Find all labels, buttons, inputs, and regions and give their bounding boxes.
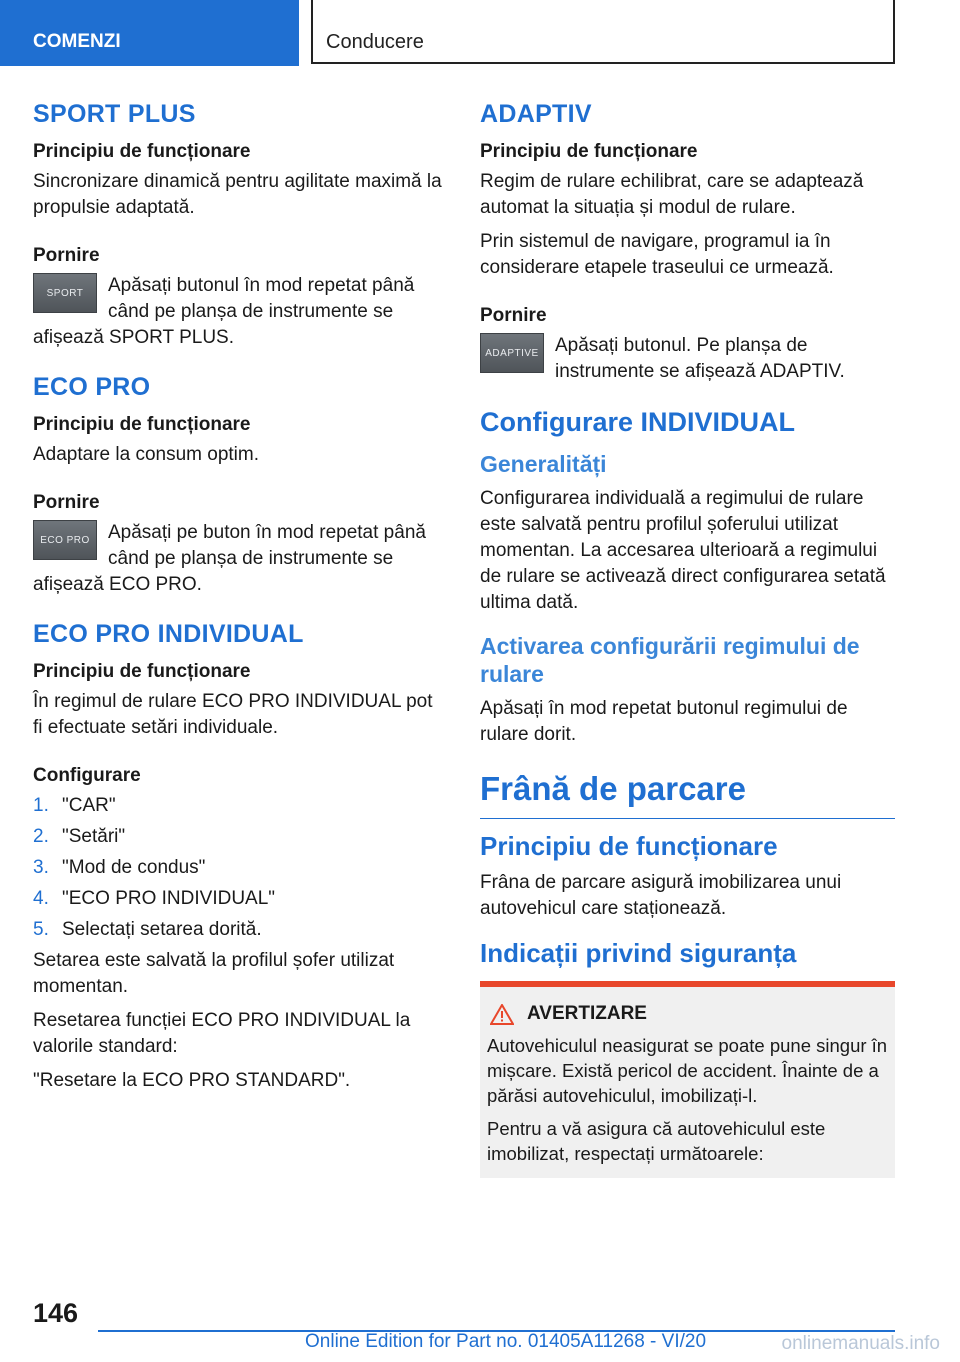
warning-text-2: Pentru a vă asigura că autovehiculul este imobilizat, respectați următoarele: <box>487 1118 826 1164</box>
parking-principle-text: Frâna de parcare asigură imobilizarea unui autovehicul care staționează. <box>480 872 842 919</box>
activate-heading: Activarea configurării regimului de rulare <box>480 633 860 687</box>
eco-pro-start-text: Apăsați pe buton în mod repetat până când pe planșa de instrumente se afișează ECO PRO. <box>33 522 426 595</box>
sport-plus-title: SPORT PLUS <box>33 100 196 128</box>
list-item: 2. "Setări" <box>33 826 126 847</box>
list-item: 3. "Mod de condus" <box>33 857 206 878</box>
right-column <box>480 100 895 1178</box>
list-item: 5. Selectați setarea dorită. <box>33 919 262 940</box>
sport-plus-principle-heading: Principiu de funcționare <box>33 141 251 162</box>
configuration-steps <box>33 793 443 943</box>
adaptiv-start-heading: Pornire <box>480 305 547 326</box>
eco-pro-button-icon: ECO PRO <box>33 520 97 560</box>
reset-text: Resetarea funcției ECO PRO INDIVIDUAL la valorile standard: <box>33 1010 411 1057</box>
sport-plus-start-text: Apăsați butonul în mod repetat până când pe planșa de instrumente se afișează SPORT PLUS. <box>33 275 415 348</box>
configuration-heading: Configurare <box>33 765 141 786</box>
chapter-tab[interactable]: COMENZI <box>0 0 299 66</box>
general-text: Configurarea individuală a regimului de rulare este salvată pentru profilul șoferului utilizat momentan. La accesarea ulterioară a regimului de rulare se activează direct configurarea setată ultima dată. <box>480 488 886 613</box>
list-item: 4. "ECO PRO INDIVIDUAL" <box>33 888 276 909</box>
parking-brake-title: Frână de parcare <box>480 770 895 819</box>
reset-option: "Resetare la ECO PRO STANDARD". <box>33 1070 351 1091</box>
adaptive-button-icon: ADAPTIVE <box>480 333 544 373</box>
warning-text-1: Autovehiculul neasigurat se poate pune singur în mișcare. Există pericol de accident. Înainte de a părăsi autovehiculul, imobilizați-l. <box>487 1035 888 1106</box>
section-tab[interactable]: Conducere <box>311 0 895 64</box>
edition-text: Online Edition for Part no. 01405A11268 - VI/20 <box>305 1331 707 1352</box>
saved-text: Setarea este salvată la profilul șofer utilizat momentan. <box>33 950 395 997</box>
activate-text: Apăsați în mod repetat butonul regimului de rulare dorit. <box>480 698 848 745</box>
eco-pro-start-heading: Pornire <box>33 492 100 513</box>
left-column <box>33 100 443 1102</box>
adaptiv-start-text: Apăsați butonul. Pe planșa de instrumente se afișează ADAPTIV. <box>555 335 845 382</box>
sport-plus-start-heading: Pornire <box>33 245 100 266</box>
eco-pro-start-instruction <box>33 520 443 598</box>
warning-box <box>480 981 895 1178</box>
adaptiv-start-instruction <box>480 333 895 385</box>
general-heading: Generalități <box>480 451 607 477</box>
adaptiv-title: ADAPTIV <box>480 100 592 128</box>
page-header <box>0 0 960 66</box>
eco-pro-principle-heading: Principiu de funcționare <box>33 414 251 435</box>
warning-title: AVERTIZARE <box>487 1003 888 1025</box>
list-item: 1. "CAR" <box>33 795 116 816</box>
eco-pro-principle-text: Adaptare la consum optim. <box>33 444 260 465</box>
individual-title: Configurare INDIVIDUAL <box>480 407 796 437</box>
adaptiv-nav-text: Prin sistemul de navigare, programul ia în considerare etapele traseului ce urmează. <box>480 231 834 278</box>
adaptiv-principle-text: Regim de rulare echilibrat, care se adaptează automat la situația și modul de rulare. <box>480 171 864 218</box>
watermark: onlinemanuals.info <box>781 1333 940 1354</box>
warning-triangle-icon <box>490 1004 514 1025</box>
sport-button-icon: SPORT <box>33 273 97 313</box>
sport-plus-start-instruction <box>33 273 443 351</box>
eco-pro-title: ECO PRO <box>33 373 151 401</box>
sport-plus-principle-text: Sincronizare dinamică pentru agilitate maximă la propulsie adaptată. <box>33 171 442 218</box>
eco-pro-individual-principle-text: În regimul de rulare ECO PRO INDIVIDUAL pot fi efectuate setări individuale. <box>33 691 433 738</box>
eco-pro-individual-principle-heading: Principiu de funcționare <box>33 661 251 682</box>
page-number: 146 <box>33 1298 79 1328</box>
safety-heading: Indicații privind siguranța <box>480 938 797 968</box>
parking-principle-heading: Principiu de funcționare <box>480 831 778 861</box>
adaptiv-principle-heading: Principiu de funcționare <box>480 141 698 162</box>
eco-pro-individual-title: ECO PRO INDIVIDUAL <box>33 620 304 648</box>
